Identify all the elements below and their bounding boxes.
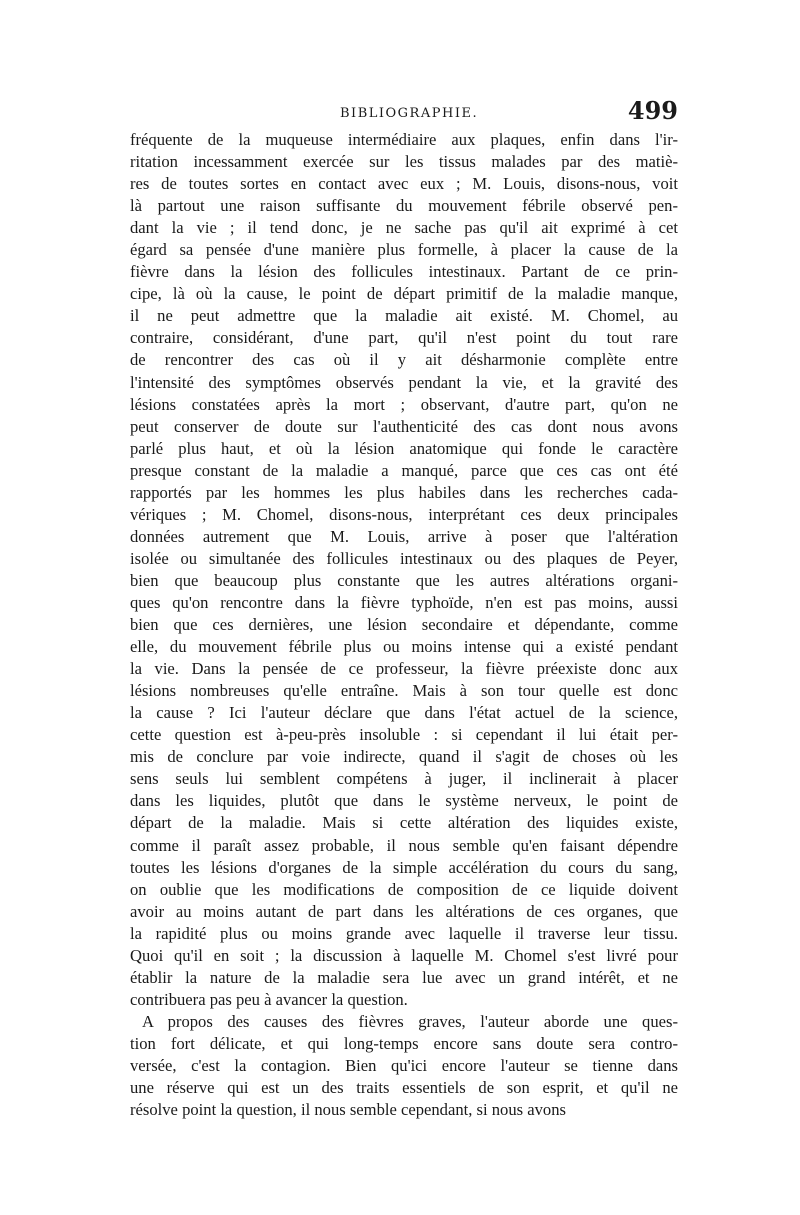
text-line: une réserve qui est un des traits essentiels de son esprit, et qu'il ne (130, 1078, 678, 1098)
text-line: lésions constatées après la mort ; observant, d'autre part, qu'on ne (130, 394, 678, 414)
text-line: l'intensité des symptômes observés pendant la vie, et la gravité des (130, 372, 678, 392)
text-line: là partout une raison suffisante du mouvement fébrile observé pen- (130, 196, 678, 216)
text-line: mis de conclure par voie indirecte, quand il s'agit de choses où les (130, 747, 678, 767)
text-line: dans les liquides, plutôt que dans le système nerveux, le point de (130, 791, 678, 811)
page-number: 499 (627, 96, 678, 125)
text-line: cette question est à-peu-près insoluble : si cependant il lui était per- (130, 725, 678, 745)
text-line: ques qu'on rencontre dans la fièvre typhoïde, n'en est pas moins, aussi (130, 592, 678, 612)
text-line: vériques ; M. Chomel, disons-nous, interprétant ces deux principales (130, 504, 678, 524)
text-line: A propos des causes des fièvres graves, l'auteur aborde une ques- (142, 1011, 678, 1031)
text-line: parlé plus haut, et où la lésion anatomique qui fonde le caractère (130, 438, 678, 458)
text-line: cipe, là où la cause, le point de départ primitif de la maladie manque, (130, 284, 678, 304)
text-line: bien que beaucoup plus constante que les autres altérations organi- (130, 570, 678, 590)
paragraph (130, 1011, 678, 1121)
running-head (130, 96, 678, 130)
paragraph (130, 129, 678, 1011)
text-line: la rapidité plus ou moins grande avec laquelle il traverse leur tissu. (130, 923, 678, 943)
text-line: elle, du mouvement fébrile plus ou moins intense qui a existé pendant (130, 637, 678, 657)
text-line: égard sa pensée d'une manière plus formelle, à placer la cause de la (130, 240, 678, 260)
text-line: résolve point la question, il nous semble cependant, si nous avons (130, 1100, 566, 1120)
text-line: dant la vie ; il tend donc, je ne sache pas qu'il ait exprimé à cet (130, 218, 678, 238)
text-line: contribuera pas peu à avancer la question. (130, 989, 408, 1009)
text-line: départ de la maladie. Mais si cette altération des liquides existe, (130, 813, 678, 833)
text-line: avoir au moins autant de part dans les altérations de ces organes, que (130, 901, 678, 921)
text-line: établir la nature de la maladie sera lue avec un grand intérêt, et ne (130, 967, 678, 987)
text-line: tion fort délicate, et qui long-temps encore sans doute sera contro- (130, 1033, 678, 1053)
text-line: lésions nombreuses qu'elle entraîne. Mais à son tour quelle est donc (130, 681, 678, 701)
text-line: la vie. Dans la pensée de ce professeur, la fièvre préexiste donc aux (130, 659, 678, 679)
text-line: ritation incessamment exercée sur les tissus malades par des matiè- (130, 152, 678, 172)
text-line: isolée ou simultanée des follicules intestinaux ou des plaques de Peyer, (130, 548, 678, 568)
text-line: toutes les lésions d'organes de la simple accélération du cours du sang, (130, 857, 678, 877)
text-line: contraire, considérant, d'une part, qu'il n'est point du tout rare (130, 328, 678, 348)
text-line: données autrement que M. Louis, arrive à poser que l'altération (130, 526, 678, 546)
text-line: res de toutes sortes en contact avec eux ; M. Louis, disons-nous, voit (130, 174, 678, 194)
text-line: la cause ? Ici l'auteur déclare que dans l'état actuel de la science, (130, 703, 678, 723)
text-line: comme il paraît assez probable, il nous semble qu'en faisant dépendre (130, 835, 678, 855)
text-line: peut conserver de doute sur l'authenticité des cas dont nous avons (130, 416, 678, 436)
text-line: on oublie que les modifications de composition de ce liquide doivent (130, 879, 678, 899)
body-text (130, 129, 678, 1121)
text-line: sens seuls lui semblent compétens à juger, il inclinerait à placer (130, 769, 678, 789)
running-title: BIBLIOGRAPHIE. (340, 106, 479, 121)
text-line: bien que ces dernières, une lésion secondaire et dépendante, comme (130, 615, 678, 635)
text-line: presque constant de la maladie a manqué, parce que ces cas ont été (130, 460, 678, 480)
text-line: fièvre dans la lésion des follicules intestinaux. Partant de ce prin- (130, 262, 678, 282)
text-line: versée, c'est la contagion. Bien qu'ici encore l'auteur se tienne dans (130, 1055, 678, 1075)
text-line: fréquente de la muqueuse intermédiaire aux plaques, enfin dans l'ir- (130, 130, 678, 149)
text-line: de rencontrer des cas où il y ait désharmonie complète entre (130, 350, 678, 370)
text-line: Quoi qu'il en soit ; la discussion à laquelle M. Chomel s'est livré pour (130, 945, 678, 965)
text-line: rapportés par les hommes les plus habiles dans les recherches cada- (130, 482, 678, 502)
text-line: il ne peut admettre que la maladie ait existé. M. Chomel, au (130, 306, 678, 326)
